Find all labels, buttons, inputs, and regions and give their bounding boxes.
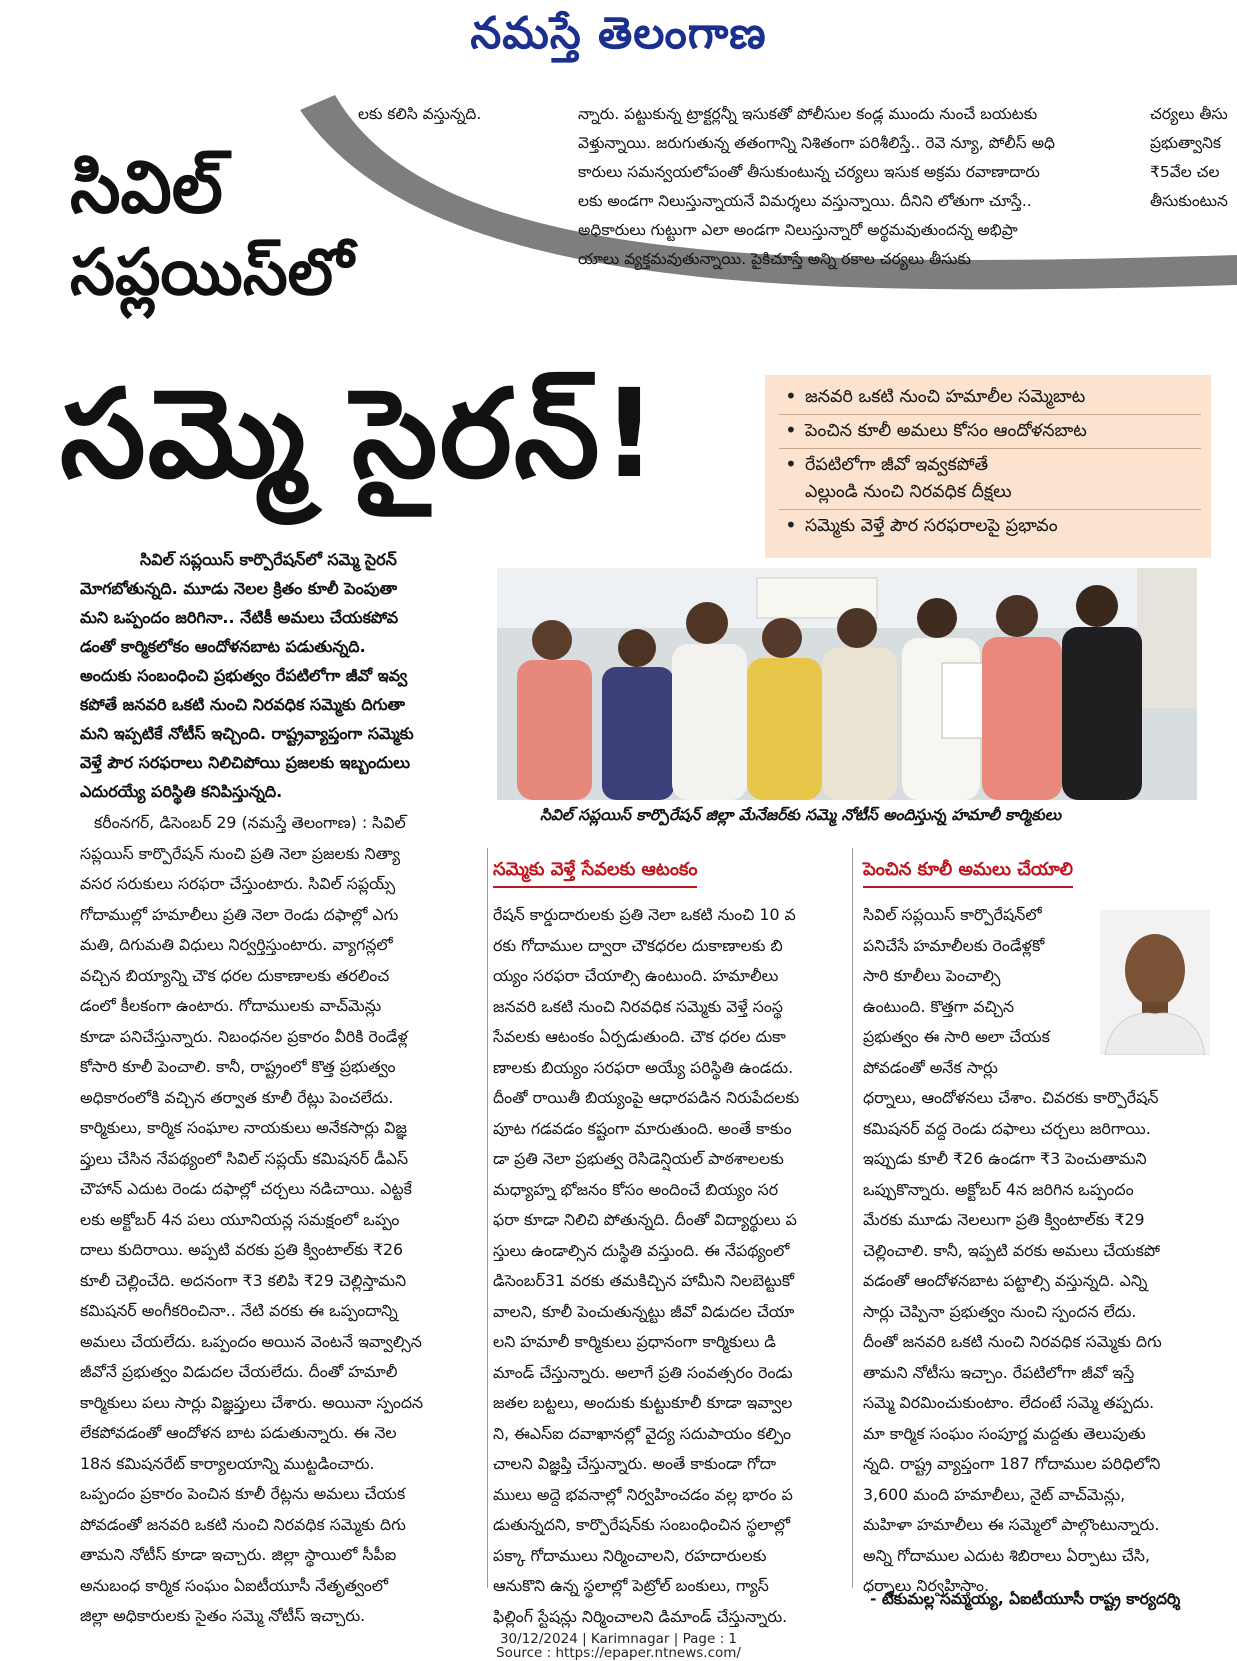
col1-line: జీవోనే ప్రభుత్వం విడుదల చేయలేదు. దీంతో హమాలీ [80, 1362, 398, 1381]
col1-line: అధికారంలోకి వచ్చిన తర్వాత కూలీ రేట్లు పెంచలేదు. [80, 1087, 394, 1107]
top-middle-line: వెళ్తున్నాయి. జరుగుతున్న తతంగాన్ని నిశితంగా పరిశీలిస్తే.. రెవె న్యూ, పోలీస్ అధి [578, 134, 1055, 152]
top-right-column [1150, 100, 1237, 216]
highlight-item: • సమ్మెకు వెళ్తే పౌర సరఫరాలపై ప్రభావం [779, 510, 1201, 543]
col1-line: 18న కమిషనరేట్ కార్యాలయాన్ని ముట్టడించారు. [80, 1453, 375, 1473]
col3-line: వడంతో ఆందోళనబాట పట్టాల్సి వస్తున్నది. ఎన్ని [863, 1271, 1148, 1290]
col1-line: చౌహాన్ ఎదుట రెండు దఫాల్లో చర్చలు నడిచాయి. ఎట్టకే [80, 1179, 412, 1198]
col1-line: ప్తులు చేసిన నేపథ్యంలో సివిల్ సప్లయ్ కమిషనర్ డీఎస్ [80, 1148, 409, 1168]
intro-line: మని ఒప్పందం జరిగినా.. నేటికీ అమలు చేయకపోవ [80, 608, 399, 627]
col1-line: లకు అక్టోబర్ 4న పలు యూనియన్ల సమక్షంలో ఒప్పం [80, 1209, 400, 1229]
column-1 [80, 808, 480, 1632]
col3-line: సివిల్ సప్లయిస్ కార్పొరేషన్‌లో [863, 905, 1042, 924]
col2-line: డా ప్రతి నెలా ప్రభుత్వ రెసిడెన్షియల్ పాఠశాలలకు [493, 1149, 784, 1168]
top-middle-line: కారులు సమన్వయలోపంతో తీసుకుంటున్న చర్యలు ఇసుక అక్రమ రవాణాదారు [578, 163, 1040, 181]
col1-line: జిల్లా అధికారులకు సైతం సమ్మె నోటీస్ ఇచ్చారు. [80, 1606, 366, 1625]
col3-line: సార్లు చెప్పినా ప్రభుత్వం నుంచి స్పందన లేదు. [863, 1301, 1137, 1321]
top-middle-line: అధికారులు గుట్టుగా ఎలా అండగా నిలుస్తున్నారో అర్థమవుతుందన్న అభిప్రా [578, 221, 1018, 239]
intro-line: ఎదురయ్యే పరిస్థితి కనిపిస్తున్నది. [80, 782, 283, 801]
col2-line: రేషన్ కార్డుదారులకు ప్రతి నెలా ఒకటి నుంచి 10 వ [493, 905, 796, 924]
col3-line: తామని నోటీసు ఇచ్చాం. రేపటిలోగా జీవో ఇస్తే [863, 1362, 1135, 1382]
top-middle-line: న్నారు. పట్టుకున్న ట్రాక్టర్లన్నీ ఇసుకతో పోలీసుల కండ్ల ముందు నుంచే బయటకు [578, 105, 1038, 123]
col1-line: అమలు చేయలేదు. ఒప్పందం అయిన వెంటనే ఇవ్వాల్సిన [80, 1331, 422, 1351]
col2-line: డిసెంబర్31 వరకు తమకిచ్చిన హామీని నిలబెట్టుకో [493, 1271, 795, 1290]
col1-line: కూడా పనిచేస్తున్నారు. నిబంధనల ప్రకారం వీరికి రెండేళ్ల [80, 1026, 408, 1046]
col2-line: లని హమాలీ కార్మికులు ప్రధానంగా కార్మికులు డి [493, 1332, 776, 1351]
col1-line: అనుబంధ కార్మిక సంఘం ఏఐటీయూసీ నేతృత్వంలో [80, 1575, 389, 1595]
col3-line: పనిచేసే హమాలీలకు రెండేళ్లకో [863, 935, 1045, 955]
col3-line: సారి కూలీలు పెంచాల్సి [863, 966, 1001, 985]
column-3 [863, 1083, 1213, 1602]
col2-line: మధ్యాహ్న భోజనం కోసం అందించే బియ్యం సర [493, 1179, 779, 1199]
intro-line: వెళ్తే పౌర సరఫరాలు నిలిచిపోయి ప్రజలకు ఇబ్బందులు [80, 753, 410, 772]
headline-line-2: సప్లయిస్‌లో [70, 236, 354, 310]
top-right-line: ₹5వేల చల [1150, 163, 1220, 181]
headline-line-1: సివిల్ [70, 145, 223, 229]
col1-line: కూలీ చెల్లించేది. అదనంగా ₹3 కలిపి ₹29 చెల్లిస్తామని [80, 1270, 407, 1290]
col3-line: కమిషనర్ వద్ద రెండు దఫాలు చర్చలు జరిగాయి. [863, 1118, 1151, 1138]
col2-line: ఫిల్లింగ్ స్టేషన్లు నిర్మించాలని డిమాండ్ చేస్తున్నారు. [493, 1606, 788, 1626]
photo-caption: సివిల్ సప్లయిస్ కార్పొరేషన్ జిల్లా మేనేజర్‌కు సమ్మె నోటీస్ అందిస్తున్న హమాలీ కార్మికులు [540, 806, 1062, 824]
col1-line: కార్మికులు పలు సార్లు విజ్ఞప్తులు చేశారు. అయినా స్పందన [80, 1392, 424, 1412]
headline-line-3: సమ్మె సైరన్! [60, 363, 660, 505]
col3-line: సమ్మె విరమించుకుంటాం. లేదంటే సమ్మె తప్పదు. [863, 1393, 1155, 1412]
top-right-line: తీసుకుంటున [1150, 192, 1228, 210]
col1-line: దాలు కుదిరాయి. అప్పటి వరకు ప్రతి క్వింటాల్‌కు ₹26 [80, 1240, 404, 1259]
masthead-logo: నమస్తే తెలంగాణ [470, 8, 767, 59]
col2-line: ములు అద్దె భవనాల్లో నిర్వహించడం వల్ల భారం ప [493, 1484, 793, 1504]
col2-line: డుతున్నదని, కార్పొరేషన్‌కు సంబంధించిన స్థలాల్లో [493, 1515, 790, 1534]
col3-line: ధర్నాలు, ఆందోళనలు చేశాం. చివరకు కార్పొరేషన్ [863, 1088, 1159, 1107]
col1-line: వసర సరుకులు సరఫరా చేస్తుంటారు. సివిల్ సప్లయ్స్ [80, 874, 396, 893]
col1-line: కోసారి కూలీ పెంచాలి. కానీ, రాష్ట్రంలో కొత్త ప్రభుత్వం [80, 1057, 396, 1076]
col3-heading: పెంచిన కూలీ అమలు చేయాలి [863, 858, 1073, 888]
col1-line: ఒప్పందం ప్రకారం పెంచిన కూలీ రేట్లను అమలు చేయక [80, 1484, 406, 1503]
col1-line: తామని నోటీస్ కూడా ఇచ్చారు. జిల్లా స్థాయిలో సీపీఐ [80, 1545, 397, 1564]
col3-line: ఇప్పుడు కూలీ ₹26 ఉండగా ₹3 పెంచుతామని [863, 1149, 1147, 1168]
col1-line: కరీంనగర్, డిసెంబర్ 29 (నమస్తే తెలంగాణ) : సివిల్ [94, 813, 406, 832]
intro-line: కపోతే జనవరి ఒకటి నుంచి నిరవధిక సమ్మెకు దిగుతా [80, 695, 406, 714]
col1-line: లేకపోవడంతో ఆందోళన బాట పడుతున్నారు. ఈ నెల [80, 1423, 397, 1442]
col3-line: ఉంటుంది. కొత్తగా వచ్చిన [863, 996, 1015, 1016]
intro-paragraph [80, 545, 475, 806]
col2-line: ఫరా కూడా నిలిచి పోతున్నది. దీంతో విద్యార్థులు ప [493, 1210, 797, 1229]
col2-line: పక్కా గోదాములు నిర్మించాలని, రహదారులకు [493, 1545, 767, 1565]
highlight-item-text: రేపటిలోగా జీవో ఇవ్వకపోతే ఎల్లుండి నుంచి నిరవధిక దీక్షలు [805, 455, 1012, 502]
intro-line: మని ఇప్పటికే నోటీస్ ఇచ్చింది. రాష్ట్రవ్యాప్తంగా సమ్మెకు [80, 724, 414, 743]
highlight-item: • జనవరి ఒకటి నుంచి హమాలీల సమ్మెబాట [779, 381, 1201, 415]
col2-heading-wrap [493, 858, 697, 888]
col3-line: మా కార్మిక సంఘం సంపూర్ణ మద్దతు తెలుపుతు [863, 1423, 1146, 1443]
col2-line: య్యం సరఫరా చేయాల్సి ఉంటుంది. హమాలీలు [493, 966, 779, 985]
col2-line: పూట గడవడం కష్టంగా మారుతుంది. అంతే కాకుం [493, 1118, 792, 1138]
col3-line: ప్రభుత్వం ఈ సారి అలా చేయక [863, 1027, 1050, 1046]
col1-line: డంలో కీలకంగా ఉంటారు. గోదాములకు వాచ్‌మెన్లు [80, 996, 382, 1015]
col2-line: చాలని విజ్ఞప్తి చేస్తున్నారు. అంతే కాకుండా గోదా [493, 1454, 777, 1473]
col3-line: ధర్నాలు నిర్వహిస్తాం. [863, 1576, 990, 1595]
footer-source-link[interactable]: Source : https://epaper.ntnews.com/ [496, 1645, 741, 1661]
col2-line: ణాలకు బియ్యం సరఫరా అయ్యే పరిస్థితి ఉండదు. [493, 1057, 794, 1077]
intro-line: మోగబోతున్నది. మూడు నెలల క్రితం కూలీ పెంపుతా [80, 579, 398, 598]
highlight-item [779, 449, 1201, 510]
column-divider [852, 848, 853, 1588]
col3-line: దీంతో జనవరి ఒకటి నుంచి నిరవధిక సమ్మెకు దిగు [863, 1332, 1162, 1351]
col1-line: పోవడంతో జనవరి ఒకటి నుంచి నిరవధిక సమ్మెకు దిగు [80, 1514, 406, 1534]
intro-line: డంతో కార్మికలోకం ఆందోళనబాట పడుతున్నది. [80, 637, 366, 656]
top-right-line: ప్రభుత్వానిక [1150, 134, 1222, 152]
col2-heading: సమ్మెకు వెళ్తే సేవలకు ఆటంకం [493, 858, 697, 888]
col3-line: అన్ని గోదాముల ఎదుట శిబిరాలు ఏర్పాటు చేసి, [863, 1545, 1151, 1565]
col3-heading-wrap [863, 858, 1073, 888]
author-portrait-illustration [1100, 910, 1210, 1055]
highlights-box [765, 375, 1211, 558]
col2-line: జనవరి ఒకటి నుంచి నిరవధిక సమ్మెకు వెళ్తే సంస్థ [493, 996, 783, 1016]
col2-line: ని, ఈఎస్ఐ దవాఖానల్లో వైద్య సదుపాయం కల్పిం [493, 1423, 791, 1443]
top-left-line: లకు కలిసి వస్తున్నది. [358, 105, 482, 123]
intro-line: సివిల్ సప్లయిస్ కార్పొరేషన్‌లో సమ్మె సైరన్ [140, 550, 397, 569]
col3-line: చెల్లించాలి. కానీ, ఇప్పటి వరకు అమలు చేయకపో [863, 1240, 1160, 1260]
intro-line: అందుకు సంబంధించి ప్రభుత్వం రేపటిలోగా జీవో ఇవ్వ [80, 666, 408, 685]
column-divider [487, 848, 488, 1588]
column-3-short [863, 900, 1093, 1083]
news-photo [497, 568, 1197, 800]
col3-line: న్నది. రాష్ట్ర వ్యాప్తంగా 187 గోదాముల పరిధిలోని [863, 1454, 1161, 1473]
col2-line: జతల బట్టలు, అందుకు కుట్టుకూలీ కూడా ఇవ్వాల [493, 1393, 793, 1412]
col1-line: మతి, దిగుమతి విధులు నిర్వర్తిస్తుంటారు. వ్యాగన్లలో [80, 935, 393, 954]
col2-line: ఆనుకొని ఉన్న స్థలాల్లో పెట్రోల్ బంకులు, గ్యాస్ [493, 1576, 769, 1595]
footer-date-line: 30/12/2024 | Karimnagar | Page : 1 [499, 1631, 738, 1647]
col3-line: పోవడంతో అనేక సార్లు [863, 1057, 998, 1077]
top-middle-column [578, 100, 1138, 274]
top-middle-line: లకు అండగా నిలుస్తున్నాయనే విమర్శలు వస్తున్నాయి. దీనిని లోతుగా చూస్తే.. [578, 192, 1032, 210]
column-2 [493, 900, 843, 1632]
col2-line: మాండ్ చేస్తున్నారు. అలాగే ప్రతి సంవత్సరం రెండు [493, 1362, 793, 1382]
col1-line: గోదాముల్లో హమాలీలు ప్రతి నెలా రెండు దఫాల్లో ఎగు [80, 904, 399, 924]
col3-line: మహిళా హమాలీలు ఈ సమ్మెలో పాల్గొంటున్నారు. [863, 1515, 1160, 1534]
col1-line: కార్మికులు, కార్మిక సంఘాల నాయకులు అనేకసార్లు విజ్ఞ [80, 1118, 407, 1137]
col2-line: వాలని, కూలీ పెంచుతున్నట్టు జీవో విడుదల చేయా [493, 1301, 795, 1321]
news-photo-illustration [497, 568, 1197, 800]
top-right-line: చర్యలు తీసు [1150, 105, 1228, 123]
col2-line: సేవలకు ఆటంకం ఏర్పడుతుంది. చౌక ధరల దుకా [493, 1027, 786, 1046]
author-portrait [1100, 910, 1210, 1055]
col2-line: దీంతో రాయితీ బియ్యంపై ఆధారపడిన నిరుపేదలకు [493, 1088, 800, 1107]
col1-line: సప్లయిస్ కార్పొరేషన్ నుంచి ప్రతి నెలా ప్రజలకు నిత్యా [80, 843, 401, 863]
page-footer [0, 1632, 1237, 1660]
highlight-item: • పెంచిన కూలీ అమలు కోసం ఆందోళనబాట [779, 415, 1201, 449]
top-left-fragment [358, 100, 528, 129]
top-middle-line: యాలు వ్యక్తమవుతున్నాయి. పైకిచూస్తే అన్ని రకాల చర్యలు తీసుకు [578, 250, 971, 268]
col2-line: రకు గోదాముల ద్వారా చౌకధరల దుకాణాలకు బి [493, 935, 783, 955]
col3-line: మేరకు మూడు నెలలుగా ప్రతి క్వింటాల్‌కు ₹29 [863, 1210, 1145, 1229]
col2-line: స్తులు ఉండాల్సిన దుస్థితి వస్తుంది. ఈ నేపథ్యంలో [493, 1240, 790, 1260]
col1-line: వచ్చిన బియ్యాన్ని చౌక ధరల దుకాణాలకు తరలించ [80, 965, 390, 985]
col1-line: కమిషనర్ అంగీకరించినా.. నేటి వరకు ఈ ఒప్పందాన్ని [80, 1301, 398, 1320]
col3-line: ఒప్పుకొన్నారు. అక్టోబర్ 4న జరిగిన ఒప్పందం [863, 1179, 1134, 1199]
author-signature: - టేకుమల్ల సమ్మయ్య, ఏఐటీయూసీ రాష్ట్ర కార్యదర్శి [870, 1590, 1181, 1608]
col3-line: 3,600 మంది హమాలీలు, నైట్ వాచ్‌మెన్లు, [863, 1484, 1126, 1504]
